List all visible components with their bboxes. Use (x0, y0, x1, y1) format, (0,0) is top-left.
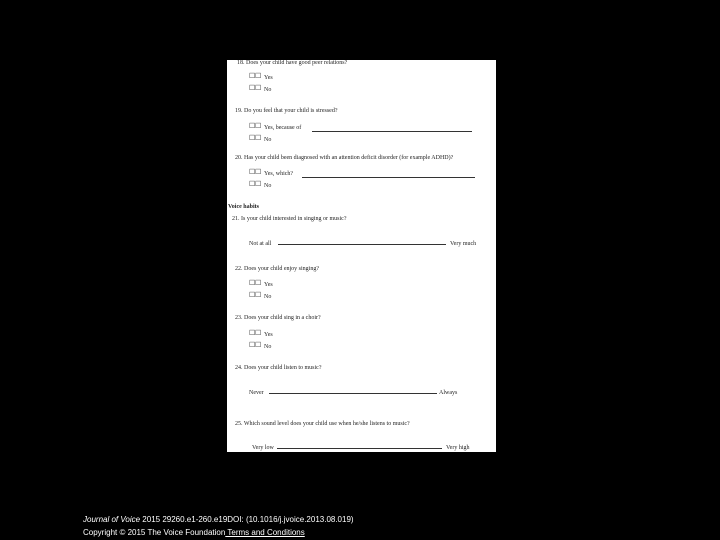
checkbox-icon[interactable]: ☐ (255, 180, 262, 188)
option-label: No (264, 294, 272, 300)
option-label: No (264, 137, 272, 143)
question-21: 21. Is your child interested in singing or music? (232, 216, 347, 222)
scale-left-label: Not at all (249, 241, 272, 247)
option-label: Yes, which? (264, 171, 294, 177)
checkbox-icon[interactable]: ☐ (249, 341, 256, 349)
checkbox-icon[interactable]: ☐ (249, 279, 256, 287)
checkbox-icon[interactable]: ☐ (255, 134, 262, 142)
option-label: Yes (264, 332, 273, 338)
copyright-line (83, 528, 305, 537)
question-20: 20. Has your child been diagnosed with an attention deficit disorder (for example ADHD)? (235, 155, 454, 161)
question-23: 23. Does your child sing in a choir? (235, 315, 321, 321)
write-in-line[interactable] (302, 177, 475, 178)
checkbox-icon[interactable]: ☐ (255, 291, 262, 299)
scale-right-label: Very much (450, 241, 477, 247)
checkbox-icon[interactable]: ☐ (249, 291, 256, 299)
option-label: No (264, 183, 272, 189)
question-19: 19. Do you feel that your child is stressed? (235, 108, 338, 114)
citation-line (83, 515, 354, 524)
checkbox-icon[interactable]: ☐ (249, 134, 256, 142)
question-18: 18. Does your child have good peer relations? (237, 60, 348, 66)
question-25: 25. Which sound level does your child use when he/she listens to music? (235, 421, 410, 427)
option-label: Yes, because of (264, 125, 302, 131)
checkbox-icon[interactable]: ☐ (255, 329, 262, 337)
question-22: 22. Does your child enjoy singing? (235, 266, 319, 272)
checkbox-icon[interactable]: ☐ (249, 122, 256, 130)
scale-right-label: Very high (446, 445, 470, 451)
scale-right-label: Always (439, 390, 458, 396)
option-label: No (264, 344, 272, 350)
question-24: 24. Does your child listen to music? (235, 365, 322, 371)
checkbox-icon[interactable]: ☐ (249, 329, 256, 337)
checkbox-icon[interactable]: ☐ (255, 84, 262, 92)
journal-name: Journal of Voice (83, 515, 141, 524)
section-title: Voice habits (228, 204, 259, 210)
checkbox-icon[interactable]: ☐ (249, 168, 256, 176)
rating-scale-line[interactable] (278, 244, 446, 245)
option-label: Yes (264, 75, 273, 81)
checkbox-icon[interactable]: ☐ (249, 180, 256, 188)
option-label: No (264, 87, 272, 93)
terms-link[interactable]: Terms and Conditions (225, 528, 305, 537)
checkbox-icon[interactable]: ☐ (255, 72, 262, 80)
checkbox-icon[interactable]: ☐ (249, 84, 256, 92)
citation-text: 2015 29260.e1-260.e19DOI: (10.1016/j.jvoice.2013.08.019) (140, 515, 354, 524)
checkbox-icon[interactable]: ☐ (255, 122, 262, 130)
checkbox-icon[interactable]: ☐ (255, 279, 262, 287)
scale-left-label: Very low (252, 445, 274, 451)
questionnaire-page (227, 60, 496, 452)
rating-scale-line[interactable] (269, 393, 437, 394)
rating-scale-line[interactable] (277, 448, 442, 449)
copyright-text: Copyright © 2015 The Voice Foundation (83, 528, 226, 537)
scale-left-label: Never (249, 390, 264, 396)
checkbox-icon[interactable]: ☐ (255, 168, 262, 176)
write-in-line[interactable] (312, 131, 472, 132)
checkbox-icon[interactable]: ☐ (255, 341, 262, 349)
option-label: Yes (264, 282, 273, 288)
checkbox-icon[interactable]: ☐ (249, 72, 256, 80)
